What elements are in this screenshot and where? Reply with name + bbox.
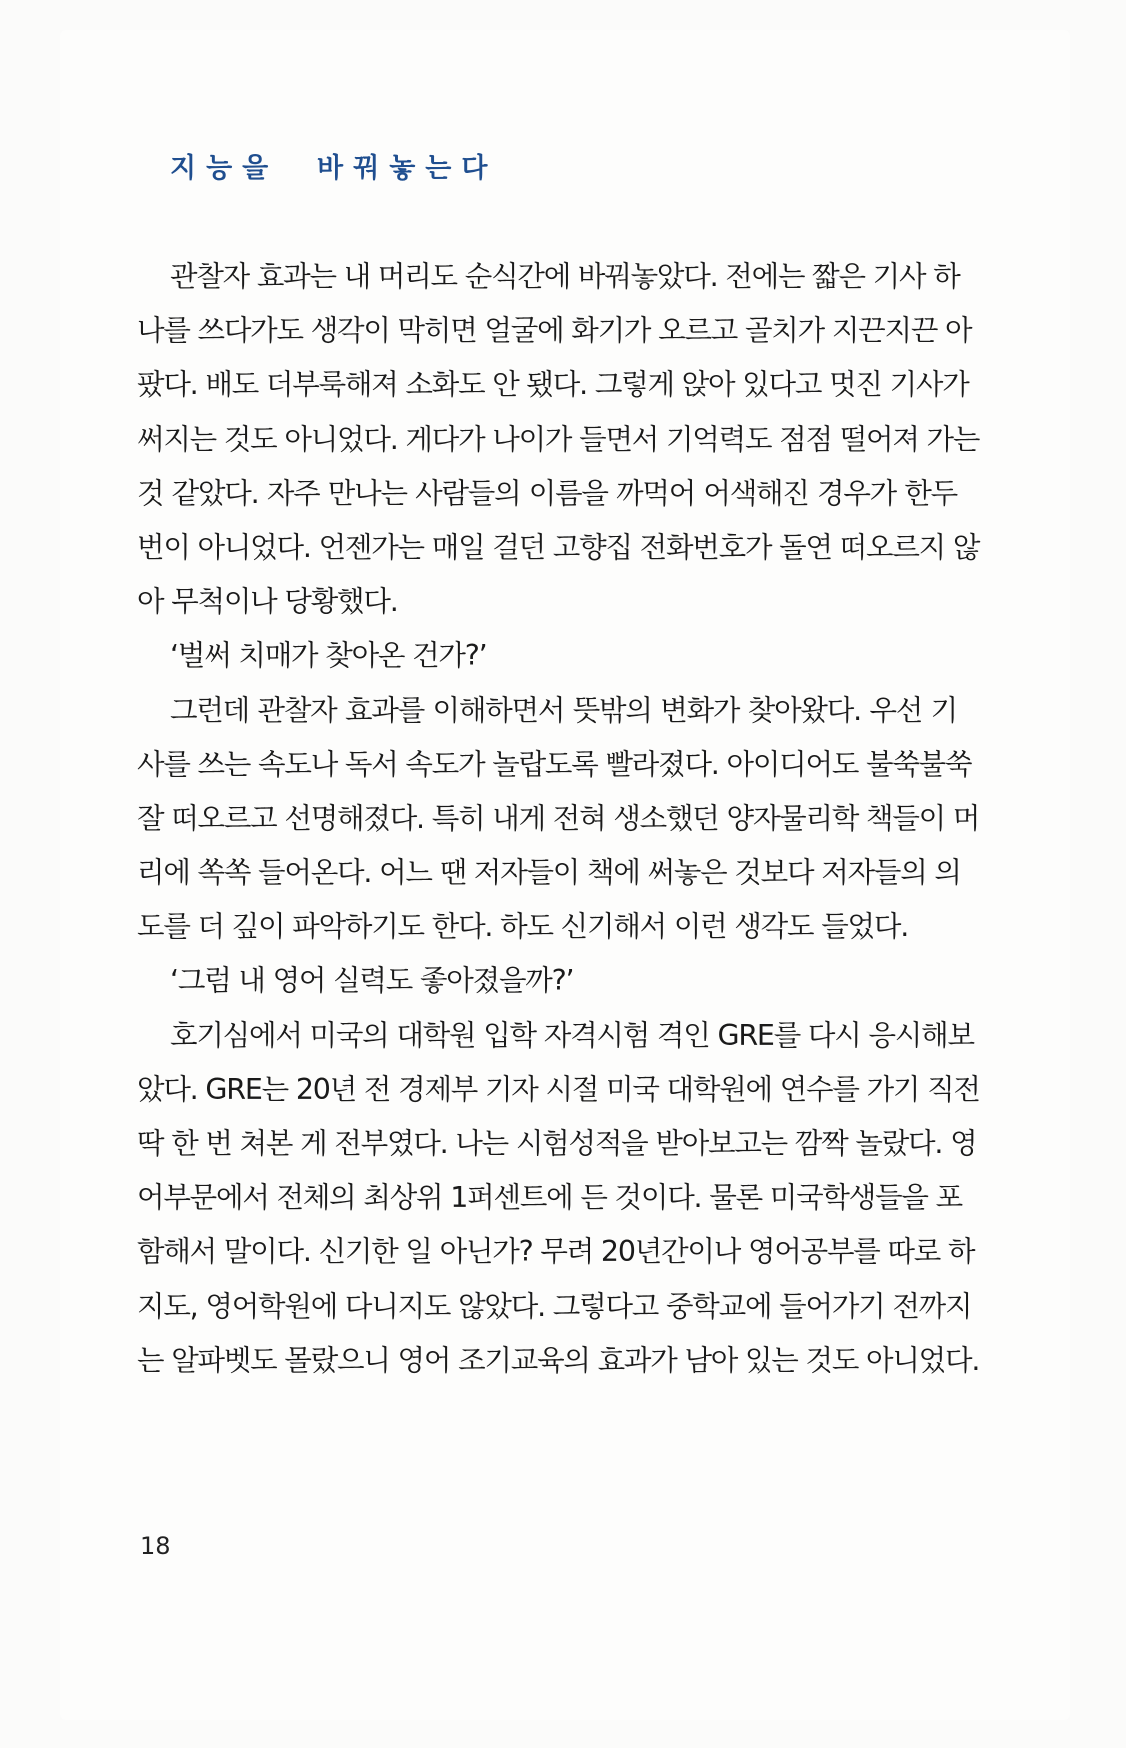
text-line: 나를 쓰다가도 생각이 막히면 얼굴에 화기가 오르고 골치가 지끈지끈 아 [137, 314, 972, 348]
text-line: 는 알파벳도 몰랐으니 영어 조기교육의 효과가 남아 있는 것도 아니었다. [137, 1343, 980, 1377]
text-line: 았다. GRE는 20년 전 경제부 기자 시절 미국 대학원에 연수를 가기 직전 [137, 1072, 980, 1106]
text-line: ‘벌써 치매가 찾아온 건가?’ [170, 639, 487, 673]
page-number: 18 [140, 1532, 171, 1560]
text-line: 잘 떠오르고 선명해졌다. 특히 내게 전혀 생소했던 양자물리학 책들이 머 [137, 801, 980, 835]
text-line: 호기심에서 미국의 대학원 입학 자격시험 격인 GRE를 다시 응시해보 [170, 1018, 974, 1052]
chapter-title: 지능을 바꿔놓는다 [170, 153, 498, 184]
text-line: 어부문에서 전체의 최상위 1퍼센트에 든 것이다. 물론 미국학생들을 포 [137, 1181, 962, 1215]
text-line: 지도, 영어학원에 다니지도 않았다. 그렇다고 중학교에 들어가기 전까지 [137, 1289, 972, 1323]
text-line: 관찰자 효과는 내 머리도 순식간에 바꿔놓았다. 전에는 짧은 기사 하 [170, 260, 960, 293]
text-line: 팠다. 배도 더부룩해져 소화도 안 됐다. 그렇게 앉아 있다고 멋진 기사가 [137, 368, 969, 402]
text-line: 리에 쏙쏙 들어온다. 어느 땐 저자들이 책에 써놓은 것보다 저자들의 의 [137, 856, 961, 890]
body-text [137, 250, 980, 1388]
text-line: ‘그럼 내 영어 실력도 좋아졌을까?’ [170, 964, 574, 998]
text-line: 아 무척이나 당황했다. [137, 585, 398, 619]
text-line: 함해서 말이다. 신기한 일 아닌가? 무려 20년간이나 영어공부를 따로 하 [137, 1235, 975, 1269]
text-line: 사를 쓰는 속도나 독서 속도가 놀랍도록 빨라졌다. 아이디어도 불쑥불쑥 [137, 747, 972, 781]
text-line: 딱 한 번 쳐본 게 전부였다. 나는 시험성적을 받아보고는 깜짝 놀랐다. 영 [137, 1127, 977, 1160]
text-line: 도를 더 깊이 파악하기도 한다. 하도 신기해서 이런 생각도 들었다. [137, 910, 909, 944]
text-line: 그런데 관찰자 효과를 이해하면서 뜻밖의 변화가 찾아왔다. 우선 기 [170, 693, 957, 727]
text-line: 것 같았다. 자주 만나는 사람들의 이름을 까먹어 어색해진 경우가 한두 [137, 476, 957, 510]
text-line: 써지는 것도 아니었다. 게다가 나이가 들면서 기억력도 점점 떨어져 가는 [137, 422, 980, 456]
text-line: 번이 아니었다. 언젠가는 매일 걸던 고향집 전화번호가 돌연 떠오르지 않 [137, 530, 980, 564]
